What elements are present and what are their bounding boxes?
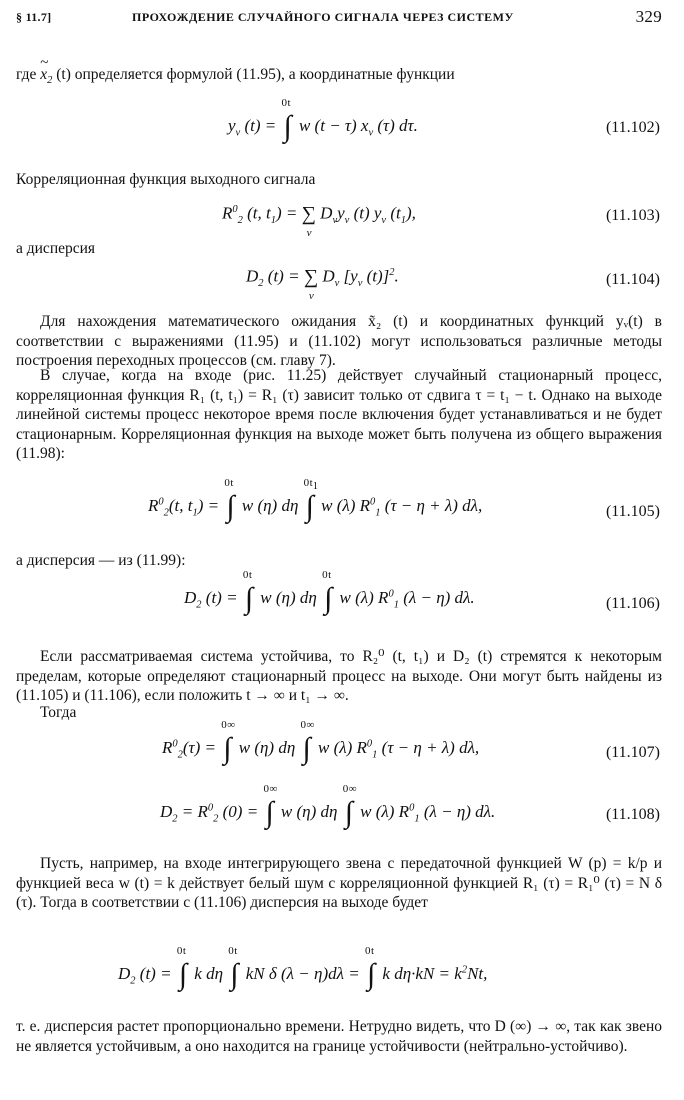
equation-11-102: $y_\nu$ (t) = ∫ t 0 w (t − τ) $x_\nu$ (τ) dτ.	[228, 97, 418, 143]
paragraph-stability: Если рассматриваемая система устойчива, то R₂⁰ (t, t₁) и D₂ (t) стремятся к некоторым пределам, которые определяют стационарный процесс на выходе. Они могут быть найдены из (11.105) и (11.106), если положить t → ∞ и t₁ → ∞.	[16, 648, 662, 704]
equation-number: (11.102)	[605, 119, 660, 136]
equation-11-104: $D_2$ (t) = ∑ ν $D_\nu$ [$y_\nu$ (t)]$^2$.	[246, 266, 399, 302]
equation-number: (11.106)	[605, 595, 660, 612]
paragraph-methods: Для нахождения математического ожидания x̃₂ (t) и координатных функций yᵥ(t) в соответствии с выражениями (11.95) и (11.102) могут использоваться различные методы построения переходных процессов (см. главу 7).	[16, 313, 662, 369]
paragraph-correlation: Корреляционная функция выходного сигнала	[16, 171, 316, 188]
paragraph-conclusion: т. е. дисперсия растет пропорционально времени. Нетрудно видеть, что D (∞) → ∞, так как звено не является устойчивым, а оно находится на границе устойчивости (нейтрально-устойчиво).	[16, 1018, 662, 1055]
equation-11-106: $D_2$ (t) = ∫ t 0 w (η) dη ∫ t 0 w (λ) $R^0_1$ (λ − η) dλ.	[184, 569, 475, 615]
paragraph-intro: где ~ $x_2$ (t) определяется формулой (11.95), а координатные функции	[16, 66, 455, 86]
section-label: § 11.7]	[16, 10, 52, 24]
equation-dispersion-example: $D_2$ (t) = ∫ t 0 k dη ∫ t 0 kN δ (λ − η)dλ = ∫ t 0 k $d\eta\cdot kN = k^2Nt$,	[118, 945, 488, 991]
page-number: 329	[635, 7, 662, 26]
paragraph-then: Тогда	[40, 704, 77, 721]
equation-11-108: $D_2 = R^0_2$ (0) = ∫ ∞ 0 w (η) dη ∫ ∞ 0 w (λ) $R^0_1$ (λ − η) dλ.	[160, 783, 496, 829]
equation-number: (11.103)	[605, 207, 660, 224]
equation-number: (11.108)	[605, 806, 660, 823]
equation-number: (11.104)	[605, 271, 660, 288]
paragraph-dispersion-from: а дисперсия — из (11.99):	[16, 552, 186, 569]
paragraph-dispersion: а дисперсия	[16, 240, 96, 257]
running-title: ПРОХОЖДЕНИЕ СЛУЧАЙНОГО СИГНАЛА ЧЕРЕЗ СИСТЕМУ	[132, 10, 514, 24]
equation-11-107: $R^0_2(\tau)$ = ∫ ∞ 0 w (η) dη ∫ ∞ 0 w (λ) $R^0_1$ (τ − η + λ) dλ,	[162, 719, 480, 765]
equation-11-103: $R^0_2$ (t, $t_1$) = ∑ ν $D_\nu y_\nu$ (t) $y_\nu$ $(t_1)$,	[222, 203, 416, 239]
equation-number: (11.105)	[605, 503, 660, 520]
equation-number: (11.107)	[605, 744, 660, 761]
equation-11-105: $R^0_2(t$, $t_1$) = ∫ t 0 w (η) dη ∫ $t_1$ 0 w (λ) $R^0_1$ (τ − η + λ) dλ,	[148, 477, 483, 523]
paragraph-stationary: В случае, когда на входе (рис. 11.25) действует случайный стационарный процесс, корреляционная функция R₁ (t, t₁) = R₁ (τ) зависит только от сдвига τ = t₁ − t. Однако на выходе линейной системы процесс некоторое время после включения будет устанавливаться и не будет стационарным. Корреляционная функция на выходе может быть получена из общего выражения (11.98):	[16, 367, 662, 462]
paragraph-example: Пусть, например, на входе интегрирующего звена с передаточной функцией W (p) = k/p и функцией веса w (t) = k действует белый шум с корреляционной функцией R₁ (τ) = R₁⁰ (τ) = N δ (τ). Тогда в соответствии с (11.106) дисперсия на выходе будет	[16, 855, 662, 911]
